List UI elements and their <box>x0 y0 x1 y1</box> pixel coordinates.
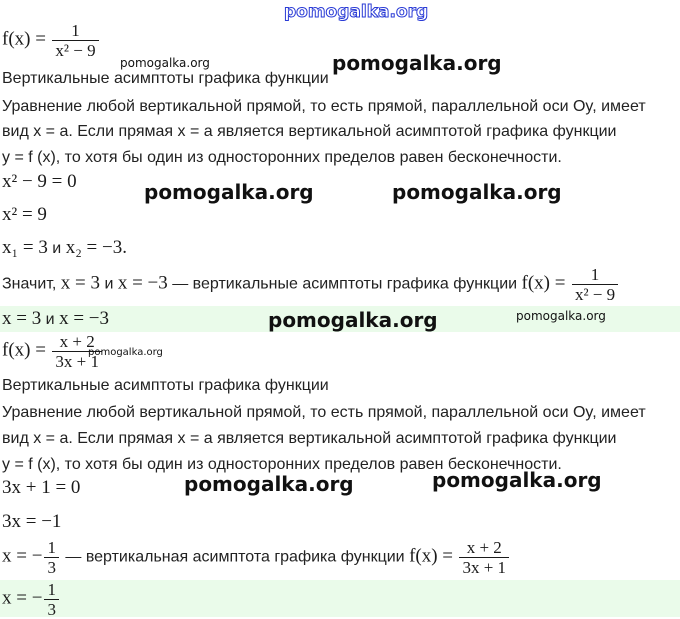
root-1: x₁ = 3 <box>2 237 48 258</box>
paragraph-line-1: Уравнение любой вертикальной прямой, то есть прямой, параллельной оси Oy, имеет <box>2 98 646 115</box>
watermark-top: pomogalka.org <box>284 2 429 22</box>
watermark-large: pomogalka.org <box>332 51 502 75</box>
answer-lhs: x = − <box>2 587 43 609</box>
answer-1 <box>2 309 109 330</box>
asymptote-f: f(x) = <box>409 545 454 567</box>
answer-and: и <box>45 311 55 328</box>
asymptote-fraction <box>459 538 509 577</box>
and-word: и <box>52 240 62 257</box>
root-fraction <box>44 538 59 577</box>
fraction-denominator: 3 <box>44 557 59 577</box>
function-lhs: f(x) = <box>2 339 46 361</box>
conclusion-1 <box>2 265 620 304</box>
equation-4: 3x + 1 = 0 <box>2 477 81 498</box>
fraction-denominator: 3 <box>44 599 59 619</box>
watermark-small: pomogalka.org <box>516 309 606 323</box>
fraction-numerator: 1 <box>47 580 56 599</box>
section-heading-1: Вертикальные асимптоты графика функции <box>2 70 329 87</box>
conclusion-f: f(x) = <box>521 272 566 294</box>
equation-5: 3x = −1 <box>2 511 62 532</box>
fraction-numerator: 1 <box>590 265 600 284</box>
answer-fraction <box>44 580 59 619</box>
conclusion-x1: x = 3 <box>60 272 100 294</box>
fraction-denominator: x² − 9 <box>52 40 98 60</box>
answer-2 <box>2 580 61 619</box>
conclusion-fraction <box>572 265 618 304</box>
fraction-numerator: 1 <box>71 21 80 40</box>
asymptote-text: — вертикальная асимптота графика функции <box>65 548 405 566</box>
answer-highlight-2 <box>0 580 680 617</box>
conclusion-and: и <box>104 275 114 293</box>
answer-x1: x = 3 <box>2 308 42 329</box>
conclusion-prefix: Значит, <box>2 275 57 293</box>
paragraph-line-4: Уравнение любой вертикальной прямой, то есть прямой, параллельной оси Oy, имеет <box>2 404 646 421</box>
fraction-numerator: x + 2 <box>466 538 502 557</box>
function-lhs: f(x) = <box>2 28 46 50</box>
function-fraction <box>52 21 98 60</box>
equation-6 <box>2 538 511 577</box>
answer-x2: x = −3 <box>59 308 109 329</box>
fraction-numerator: x + 2 <box>59 332 95 351</box>
watermark-large: pomogalka.org <box>184 472 354 496</box>
equation-3 <box>2 238 127 259</box>
paragraph-line-2: вид x = a. Если прямая x = a является вертикальной асимптотой графика функции <box>2 123 617 140</box>
fraction-denominator: 3x + 1 <box>52 351 102 371</box>
fraction-numerator: 1 <box>47 538 56 557</box>
watermark-large: pomogalka.org <box>392 180 562 204</box>
conclusion-text: — вертикальные асимптоты графика функции <box>172 275 518 293</box>
watermark-small: pomogalka.org <box>88 347 163 358</box>
fraction-denominator: 3x + 1 <box>459 557 509 577</box>
paragraph-line-5: вид x = a. Если прямая x = a является вертикальной асимптотой графика функции <box>2 430 617 447</box>
watermark-large: pomogalka.org <box>144 180 314 204</box>
fraction-denominator: x² − 9 <box>572 284 618 304</box>
watermark-large: pomogalka.org <box>268 308 438 332</box>
equation-1: x² − 9 = 0 <box>2 171 77 192</box>
paragraph-line-3: y = f (x), то хотя бы один из односторонних пределов равен бесконечности. <box>2 149 562 166</box>
equation-2: x² = 9 <box>2 204 47 225</box>
function-definition-1 <box>2 21 101 60</box>
root-2: x₂ = −3. <box>65 237 127 258</box>
conclusion-x2: x = −3 <box>117 272 168 294</box>
watermark-small: pomogalka.org <box>120 56 210 70</box>
section-heading-2: Вертикальные асимптоты графика функции <box>2 377 329 394</box>
root-lhs: x = − <box>2 545 43 567</box>
watermark-large: pomogalka.org <box>432 468 602 492</box>
paragraph-line-6: y = f (x), то хотя бы один из односторонних пределов равен бесконечности. <box>2 456 562 473</box>
